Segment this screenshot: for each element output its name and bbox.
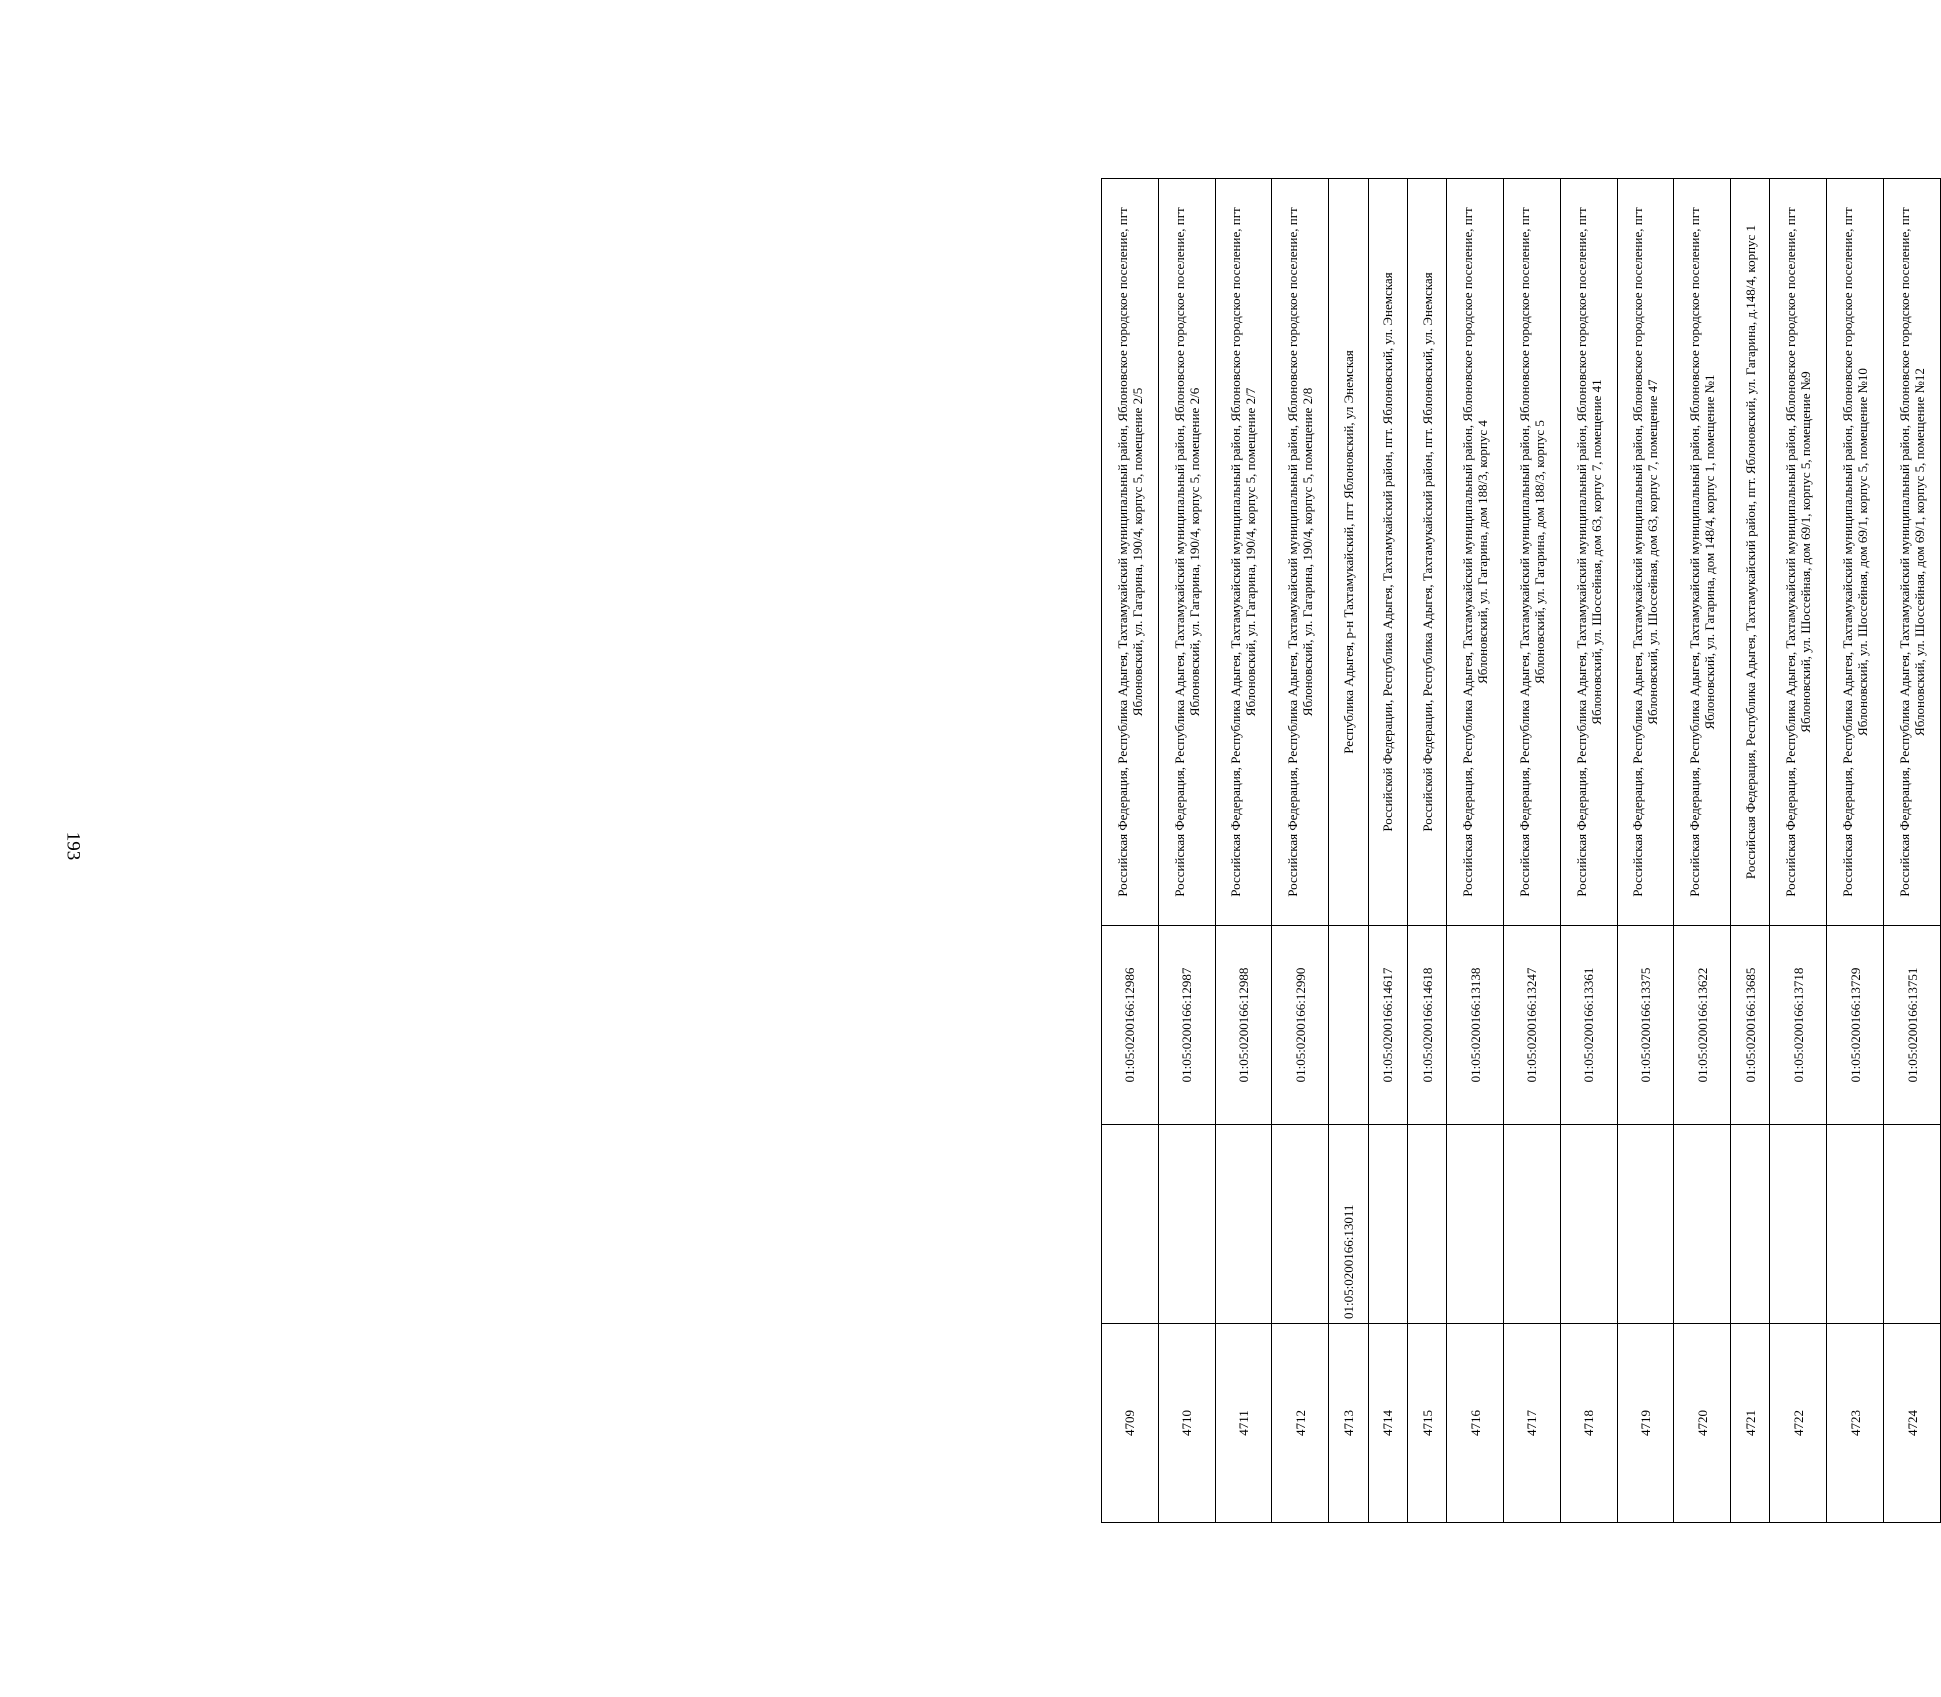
cadastral-old-cell	[1102, 1125, 1159, 1324]
table-row	[1272, 179, 1329, 1523]
table-row	[1617, 179, 1674, 1523]
table-row	[1674, 179, 1731, 1523]
cadastral-number-cell: 01:05:0200166:13729	[1827, 926, 1884, 1125]
cadastral-number-cell: 01:05:0200166:13685	[1731, 926, 1770, 1125]
row-number-cell: 4716	[1447, 1324, 1504, 1523]
address-cell: Российская Федерация, Республика Адыгея, Тахтамукайский муниципальный район, Яблоновское городское поселение, пгт Яблоновский, ул. Шоссейная, дом 69/1, корпус 5, помещение №9	[1770, 179, 1827, 926]
cadastral-number-cell: 01:05:0200166:13718	[1770, 926, 1827, 1125]
row-number-cell: 4715	[1407, 1324, 1446, 1523]
row-number-cell: 4721	[1731, 1324, 1770, 1523]
table-row	[1407, 179, 1446, 1523]
address-cell: Российская Федерация, Республика Адыгея, Тахтамукайский район, пгт. Яблоновский, ул. Гагарина, д.148/4, корпус 1	[1731, 179, 1770, 926]
cadastral-number-cell: 01:05:0200166:13247	[1503, 926, 1560, 1125]
row-number-cell: 4718	[1560, 1324, 1617, 1523]
cadastral-old-cell	[1407, 1125, 1446, 1324]
table-row	[1503, 179, 1560, 1523]
address-cell: Российская Федерация, Республика Адыгея, Тахтамукайский муниципальный район, Яблоновское городское поселение, пгт Яблоновский, ул. Гагарина, 190/4, корпус 5, помещение 2/5	[1102, 179, 1159, 926]
table-row	[1368, 179, 1407, 1523]
cadastral-old-cell	[1368, 1125, 1407, 1324]
registry-table-body	[1102, 179, 1941, 1523]
rotated-table-container	[1101, 178, 1941, 1523]
address-cell: Российская Федерация, Республика Адыгея, Тахтамукайский муниципальный район, Яблоновское городское поселение, пгт Яблоновский, ул. Гагарина, 190/4, корпус 5, помещение 2/8	[1272, 179, 1329, 926]
address-cell: Российская Федерация, Республика Адыгея, Тахтамукайский муниципальный район, Яблоновское городское поселение, пгт Яблоновский, ул. Гагарина, дом 188/3, корпус 5	[1503, 179, 1560, 926]
cadastral-old-cell	[1827, 1125, 1884, 1324]
address-cell: Российская Федерация, Республика Адыгея, Тахтамукайский муниципальный район, Яблоновское городское поселение, пгт Яблоновский, ул. Гагарина, 190/4, корпус 5, помещение 2/6	[1158, 179, 1215, 926]
address-cell: Российская Федерация, Республика Адыгея, Тахтамукайский муниципальный район, Яблоновское городское поселение, пгт Яблоновский, ул. Шоссейная, дом 69/1, корпус 5, помещение №10	[1827, 179, 1884, 926]
cadastral-old-cell	[1272, 1125, 1329, 1324]
row-number-cell: 4712	[1272, 1324, 1329, 1523]
row-number-cell: 4719	[1617, 1324, 1674, 1523]
row-number-cell: 4722	[1770, 1324, 1827, 1523]
cadastral-number-cell: 01:05:0200166:13622	[1674, 926, 1731, 1125]
cadastral-old-cell	[1447, 1125, 1504, 1324]
cadastral-old-cell: 01:05:0200166:13011	[1329, 1125, 1368, 1324]
cadastral-old-cell	[1158, 1125, 1215, 1324]
cadastral-old-cell	[1503, 1125, 1560, 1324]
table-row	[1884, 179, 1941, 1523]
table-row	[1447, 179, 1504, 1523]
cadastral-old-cell	[1674, 1125, 1731, 1324]
row-number-cell: 4710	[1158, 1324, 1215, 1523]
cadastral-number-cell: 01:05:0200166:13138	[1447, 926, 1504, 1125]
cadastral-old-cell	[1617, 1125, 1674, 1324]
cadastral-old-cell	[1215, 1125, 1272, 1324]
table-row	[1215, 179, 1272, 1523]
cadastral-number-cell: 01:05:0200166:13361	[1560, 926, 1617, 1125]
row-number-cell: 4714	[1368, 1324, 1407, 1523]
cadastral-number-cell: 01:05:0200166:14617	[1368, 926, 1407, 1125]
cadastral-number-cell: 01:05:0200166:12988	[1215, 926, 1272, 1125]
row-number-cell: 4711	[1215, 1324, 1272, 1523]
address-cell: Российская Федерация, Республика Адыгея, Тахтамукайский муниципальный район, Яблоновское городское поселение, пгт Яблоновский, ул. Шоссейная, дом 63, корпус 7, помещение 41	[1560, 179, 1617, 926]
cadastral-number-cell: 01:05:0200166:13375	[1617, 926, 1674, 1125]
cadastral-number-cell: 01:05:0200166:12990	[1272, 926, 1329, 1125]
row-number-cell: 4713	[1329, 1324, 1368, 1523]
address-cell: Российская Федерация, Республика Адыгея, Тахтамукайский муниципальный район, Яблоновское городское поселение, пгт Яблоновский, ул. Гагарина, дом 148/4, корпус 1, помещение №1	[1674, 179, 1731, 926]
table-row	[1158, 179, 1215, 1523]
address-cell: Российская Федерация, Республика Адыгея, Тахтамукайский муниципальный район, Яблоновское городское поселение, пгт Яблоновский, ул. Шоссейная, дом 69/1, корпус 5, помещение №12	[1884, 179, 1941, 926]
table-row	[1329, 179, 1368, 1523]
address-cell: Российской Федерации, Республика Адыгея, Тахтамукайский район, пгт. Яблоновский, ул. Энемская	[1368, 179, 1407, 926]
cadastral-number-cell: 01:05:0200166:14618	[1407, 926, 1446, 1125]
table-row	[1770, 179, 1827, 1523]
table-row	[1102, 179, 1159, 1523]
address-cell: Российской Федерации, Республика Адыгея, Тахтамукайский район, пгт. Яблоновский, ул. Энемская	[1407, 179, 1446, 926]
cadastral-old-cell	[1731, 1125, 1770, 1324]
row-number-cell: 4723	[1827, 1324, 1884, 1523]
row-number-cell: 4724	[1884, 1324, 1941, 1523]
cadastral-number-cell: 01:05:0200166:13751	[1884, 926, 1941, 1125]
address-cell: Российская Федерация, Республика Адыгея, Тахтамукайский муниципальный район, Яблоновское городское поселение, пгт Яблоновский, ул. Гагарина, дом 188/3, корпус 4	[1447, 179, 1504, 926]
address-cell: Российская Федерация, Республика Адыгея, Тахтамукайский муниципальный район, Яблоновское городское поселение, пгт Яблоновский, ул. Гагарина, 190/4, корпус 5, помещение 2/7	[1215, 179, 1272, 926]
page-number: 193	[62, 831, 84, 861]
row-number-cell: 4720	[1674, 1324, 1731, 1523]
cadastral-number-cell: 01:05:0200166:12986	[1102, 926, 1159, 1125]
row-number-cell: 4709	[1102, 1324, 1159, 1523]
row-number-cell: 4717	[1503, 1324, 1560, 1523]
address-cell: Республика Адыгея, р-н Тахтамукайский, пгт Яблоновский, ул Энемская	[1329, 179, 1368, 926]
table-row	[1827, 179, 1884, 1523]
cadastral-old-cell	[1884, 1125, 1941, 1324]
cadastral-number-cell: 01:05:0200166:12987	[1158, 926, 1215, 1125]
table-row	[1560, 179, 1617, 1523]
cadastral-number-cell	[1329, 926, 1368, 1125]
table-row	[1731, 179, 1770, 1523]
cadastral-old-cell	[1560, 1125, 1617, 1324]
registry-table	[1101, 178, 1941, 1523]
address-cell: Российская Федерация, Республика Адыгея, Тахтамукайский муниципальный район, Яблоновское городское поселение, пгт Яблоновский, ул. Шоссейная, дом 63, корпус 7, помещение 47	[1617, 179, 1674, 926]
cadastral-old-cell	[1770, 1125, 1827, 1324]
